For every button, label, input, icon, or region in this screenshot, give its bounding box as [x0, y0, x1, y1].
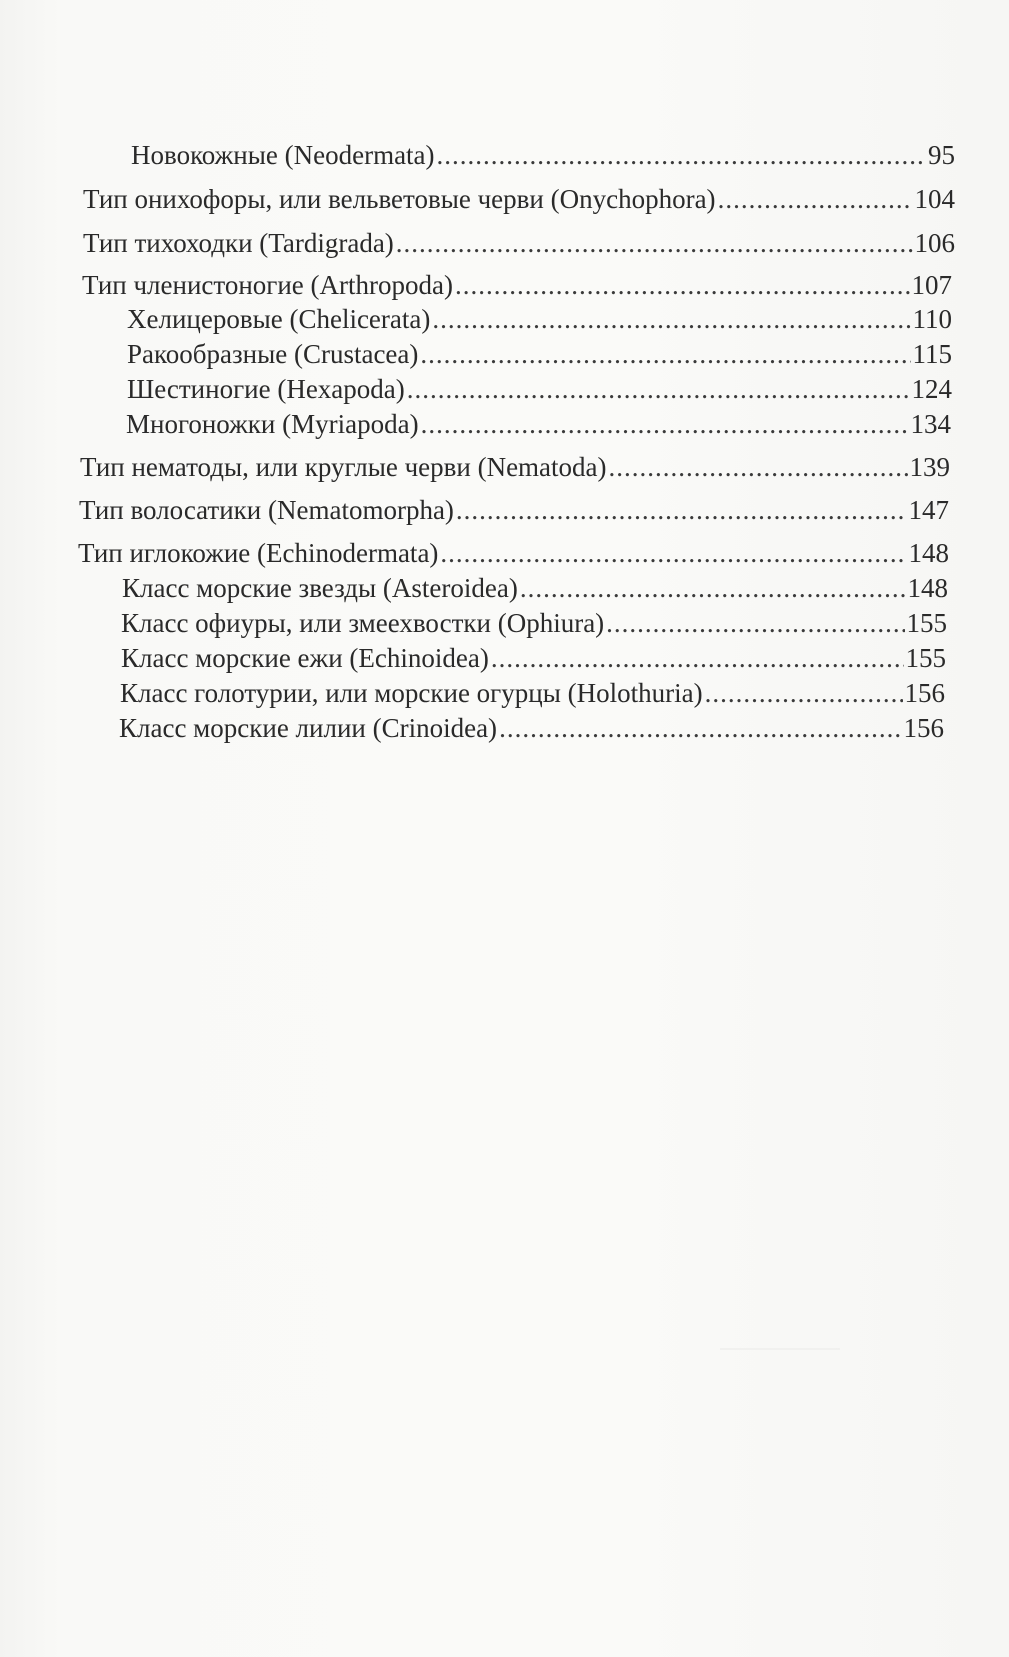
- toc-entry: [82, 270, 952, 304]
- toc-entry-page: 155: [905, 643, 946, 673]
- toc-entry-page: 147: [908, 495, 949, 525]
- toc-entry-title: Класс офиуры, или змеехвостки (Ophiura): [121, 608, 605, 638]
- toc-entry: [122, 573, 948, 607]
- toc-entry-page: 95: [928, 140, 955, 170]
- toc-entry: [78, 538, 949, 572]
- toc-leader-dots: [440, 538, 906, 568]
- toc-entry-title: Класс морские ежи (Echinoidea): [121, 643, 489, 673]
- toc-entry-page: 155: [906, 608, 947, 638]
- toc-entry-title: Многоножки (Myriapoda): [126, 409, 419, 439]
- toc-entry-page: 110: [912, 304, 952, 334]
- toc-entry: [83, 228, 955, 262]
- toc-entry-title: Хелицеровые (Chelicerata): [127, 304, 431, 334]
- toc-leader-dots: [420, 339, 910, 369]
- toc-entry-page: 148: [908, 538, 949, 568]
- toc-entry-page: 139: [909, 452, 950, 482]
- toc-entry: [80, 452, 950, 486]
- toc-entry: [119, 713, 944, 747]
- toc-entry-title: Класс морские лилии (Crinoidea): [119, 713, 498, 743]
- toc-entry: [127, 339, 952, 373]
- toc-leader-dots: [407, 374, 910, 404]
- toc-entry-page: 134: [910, 409, 951, 439]
- toc-leader-dots: [606, 608, 904, 638]
- toc-leader-dots: [432, 304, 910, 334]
- toc-entry: [120, 678, 945, 712]
- toc-entry: [121, 643, 946, 677]
- toc-entry-page: 148: [907, 573, 948, 603]
- bleed-through-mark: [720, 1348, 840, 1350]
- toc-entry-title: Тип нематоды, или круглые черви (Nematoda): [80, 452, 607, 482]
- toc-leader-dots: [421, 409, 909, 439]
- toc-entry: [127, 374, 952, 408]
- toc-entry-title: Тип тихоходки (Tardigrada): [83, 228, 394, 258]
- toc-entry-title: Класс голотурии, или морские огурцы (Holothuria): [120, 678, 703, 708]
- toc-leader-dots: [437, 140, 926, 170]
- toc-entry-title: Тип онихофоры, или вельветовые черви (Onychophora): [83, 184, 716, 214]
- toc-leader-dots: [520, 573, 906, 603]
- toc-entry: [126, 409, 951, 443]
- toc-leader-dots: [396, 228, 913, 258]
- toc-entry-page: 156: [904, 678, 945, 708]
- toc-entry-title: Тип иглокожие (Echinodermata): [78, 538, 439, 568]
- toc-entry: [79, 495, 949, 529]
- toc-leader-dots: [499, 713, 901, 743]
- toc-leader-dots: [718, 184, 913, 214]
- toc-entry-title: Ракообразные (Crustacea): [127, 339, 419, 369]
- toc-entry-page: 156: [903, 713, 944, 743]
- toc-entry-page: 124: [911, 374, 952, 404]
- toc-leader-dots: [705, 678, 903, 708]
- toc-entry-page: 115: [912, 339, 952, 369]
- toc-leader-dots: [609, 452, 908, 482]
- toc-leader-dots: [491, 643, 904, 673]
- toc-entry-title: Шестиногие (Hexapoda): [127, 374, 405, 404]
- toc-entry-page: 106: [914, 228, 955, 258]
- toc-entry: [131, 140, 955, 174]
- toc-entry: [121, 608, 947, 642]
- toc-leader-dots: [455, 270, 910, 300]
- toc-entry: [83, 184, 955, 218]
- toc-leader-dots: [456, 495, 907, 525]
- toc-entry-title: Тип членистоногие (Arthropoda): [82, 270, 453, 300]
- toc-entry-title: Тип волосатики (Nematomorpha): [79, 495, 454, 525]
- toc-entry-title: Новокожные (Neodermata): [131, 140, 435, 170]
- toc-entry-page: 104: [914, 184, 955, 214]
- toc-entry-page: 107: [911, 270, 952, 300]
- toc-entry: [127, 304, 952, 338]
- toc-entry-title: Класс морские звезды (Asteroidea): [122, 573, 518, 603]
